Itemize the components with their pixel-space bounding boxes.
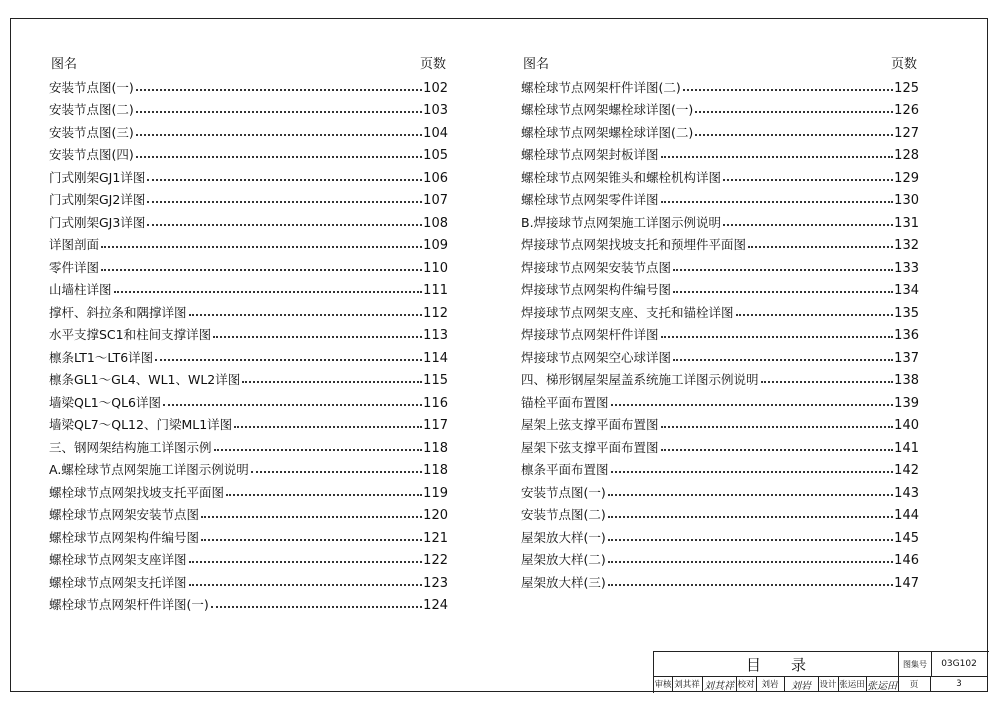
toc-left-column (49, 51, 448, 613)
dot-leader (695, 111, 893, 113)
toc-entry (49, 546, 448, 569)
entry-title: 檩条平面布置图 (521, 462, 609, 477)
atlas-number: 03G102 (941, 659, 977, 669)
dot-leader (201, 516, 422, 518)
entry-page: 121 (423, 530, 448, 546)
toc-entry (49, 366, 448, 389)
toc-entry (521, 73, 919, 96)
entry-title: 撑杆、斜拉条和隅撑详图 (49, 304, 187, 320)
toc-entry (49, 411, 448, 434)
toc-entry (521, 298, 919, 321)
entry-title: 安装节点图(一) (49, 79, 134, 95)
entry-title: 螺栓球节点网架杆件详图(二) (521, 79, 681, 95)
dot-leader (101, 246, 422, 248)
entry-page: 144 (894, 508, 919, 523)
entry-page: 138 (894, 373, 919, 388)
entry-title: 屋架放大样(三) (521, 574, 606, 590)
dot-leader (136, 134, 422, 136)
dot-leader (661, 201, 894, 203)
toc-entry (521, 411, 919, 434)
entry-page: 118 (423, 463, 448, 478)
atlas-label: 图集号 (898, 652, 932, 676)
entry-page: 147 (894, 575, 919, 591)
toc-entry (49, 186, 448, 209)
entry-page: 125 (894, 80, 919, 96)
toc-entry (49, 501, 448, 524)
designer-name: 张运田 (839, 680, 865, 690)
catalog-title: 目录 (745, 655, 836, 674)
toc-entry (49, 253, 448, 276)
entry-page: 139 (894, 395, 919, 411)
toc-entry (49, 523, 448, 546)
toc-entry (521, 546, 919, 569)
dot-leader (611, 471, 894, 473)
toc-entry (521, 118, 919, 141)
dot-leader (608, 494, 893, 496)
toc-entry (49, 118, 448, 141)
entry-title: 锚栓平面布置图 (521, 394, 609, 410)
review-label: 审核 (654, 680, 672, 690)
header-name: 图名 (51, 57, 78, 72)
entry-page: 133 (894, 260, 919, 276)
entry-title: 四、梯形钢屋架屋盖系统施工详图示例说明 (521, 372, 759, 387)
dot-leader (189, 561, 423, 563)
entry-title: 螺栓球节点网架安装节点图 (49, 507, 200, 522)
toc-entry (521, 321, 919, 344)
entry-page: 127 (894, 125, 919, 141)
toc-entry (49, 568, 448, 591)
entry-title: 水平支撑SC1和柱间支撑详图 (49, 327, 212, 342)
entry-page: 111 (423, 283, 448, 298)
entry-page: 143 (894, 485, 919, 501)
entry-title: 螺栓球节点网架杆件详图(一) (49, 597, 209, 612)
entry-title: 螺栓球节点网架锥头和螺栓机构详图 (521, 169, 722, 185)
entry-page: 131 (894, 215, 919, 231)
entry-page: 113 (423, 328, 448, 343)
dot-leader (673, 291, 893, 293)
entry-title: 焊接球节点网架构件编号图 (521, 282, 672, 297)
entry-title: 螺栓球节点网架零件详图 (521, 192, 659, 207)
reviewer-name: 刘其祥 (674, 680, 700, 690)
dot-leader (723, 224, 893, 226)
toc-entry (521, 366, 919, 389)
dot-leader (136, 89, 422, 91)
toc-entry (49, 276, 448, 299)
entry-page: 142 (894, 463, 919, 478)
dot-leader (189, 314, 423, 316)
toc-entry (521, 501, 919, 524)
toc-entry (49, 456, 448, 479)
dot-leader (242, 381, 422, 383)
entry-title: 焊接球节点网架支座、支托和锚栓详图 (521, 304, 734, 320)
toc-entry (521, 568, 919, 591)
designer-signature: 张运田 (867, 680, 897, 692)
dot-leader (147, 224, 422, 226)
toc-entry (521, 343, 919, 366)
entry-page: 123 (423, 575, 448, 591)
dot-leader (683, 89, 893, 91)
entry-page: 128 (894, 148, 919, 163)
toc-entry (521, 433, 919, 456)
entry-page: 112 (423, 305, 448, 321)
toc-entry (521, 208, 919, 231)
toc-entry (521, 231, 919, 254)
entry-page: 124 (423, 598, 448, 613)
entry-page: 115 (423, 373, 448, 388)
header-page: 页数 (419, 57, 446, 72)
dot-leader (213, 336, 422, 338)
toc-entry (49, 141, 448, 164)
toc-entry (521, 276, 919, 299)
entry-title: 屋架下弦支撑平面布置图 (521, 439, 659, 455)
entry-title: 螺栓球节点网架构件编号图 (49, 529, 200, 545)
dot-leader (214, 449, 423, 451)
entry-title: 门式刚架GJ1详图 (49, 169, 146, 185)
entry-title: 檩条GL1～GL4、WL1、WL2详图 (49, 372, 241, 387)
entry-page: 129 (894, 170, 919, 186)
entry-page: 107 (423, 193, 448, 208)
dot-leader (226, 494, 422, 496)
entry-title: 螺栓球节点网架封板详图 (521, 147, 659, 162)
dot-leader (673, 269, 893, 271)
entry-page: 130 (894, 193, 919, 208)
entry-title: 焊接球节点网架找坡支托和预埋件平面图 (521, 237, 747, 252)
dot-leader (695, 134, 893, 136)
toc-entry (521, 96, 919, 119)
toc-entry (49, 343, 448, 366)
entry-page: 108 (423, 215, 448, 231)
entry-title: 安装节点图(四) (49, 147, 134, 162)
check-label: 校对 (737, 680, 755, 690)
entry-page: 117 (423, 418, 448, 433)
toc-entry (49, 298, 448, 321)
toc-entry (49, 388, 448, 411)
dot-leader (661, 156, 894, 158)
title-block (653, 651, 989, 693)
entry-page: 120 (423, 508, 448, 523)
toc-right-column (521, 51, 919, 591)
entry-title: 螺栓球节点网架支座详图 (49, 552, 187, 567)
entry-title: 墙梁QL1～QL6详图 (49, 394, 162, 410)
entry-title: 焊接球节点网架空心球详图 (521, 349, 672, 365)
dot-leader (608, 584, 893, 586)
toc-entry (521, 478, 919, 501)
dot-leader (147, 201, 422, 203)
entry-page: 132 (894, 238, 919, 253)
page-number: 3 (956, 679, 962, 689)
entry-title: 屋架放大样(一) (521, 529, 606, 545)
dot-leader (251, 471, 422, 473)
entry-title: 屋架上弦支撑平面布置图 (521, 417, 659, 432)
toc-entry (521, 456, 919, 479)
dot-leader (723, 179, 893, 181)
toc-entry (521, 523, 919, 546)
toc-entry (49, 231, 448, 254)
entry-page: 136 (894, 328, 919, 343)
entry-title: A.螺栓球节点网架施工详图示例说明 (49, 462, 249, 477)
reviewer-signature: 刘其祥 (704, 680, 734, 692)
dot-leader (608, 516, 893, 518)
dot-leader (608, 561, 893, 563)
entry-title: 山墙柱详图 (49, 282, 112, 297)
entry-title: 安装节点图(二) (49, 102, 134, 117)
dot-leader (201, 539, 422, 541)
entry-page: 102 (423, 80, 448, 96)
entry-page: 109 (423, 238, 448, 253)
dot-leader (761, 381, 894, 383)
dot-leader (736, 314, 894, 316)
entry-page: 137 (894, 350, 919, 366)
dot-leader (608, 539, 893, 541)
dot-leader (136, 111, 422, 113)
entry-page: 145 (894, 530, 919, 546)
entry-title: 螺栓球节点网架螺栓球详图(二) (521, 124, 694, 140)
dot-leader (673, 359, 893, 361)
entry-page: 105 (423, 148, 448, 163)
header-name: 图名 (523, 57, 550, 72)
entry-title: 安装节点图(三) (49, 124, 134, 140)
entry-page: 119 (423, 485, 448, 501)
dot-leader (163, 404, 422, 406)
toc-entry (49, 478, 448, 501)
toc-header (521, 51, 919, 73)
entry-title: 焊接球节点网架安装节点图 (521, 259, 672, 275)
toc-entry (521, 388, 919, 411)
dot-leader (147, 179, 422, 181)
entry-title: 焊接球节点网架杆件详图 (521, 327, 659, 342)
dot-leader (101, 269, 422, 271)
toc-entry (521, 253, 919, 276)
entry-title: 零件详图 (49, 259, 100, 275)
dot-leader (611, 404, 894, 406)
entry-page: 141 (894, 440, 919, 456)
dot-leader (661, 336, 894, 338)
toc-entry (49, 433, 448, 456)
entry-title: 门式刚架GJ3详图 (49, 214, 146, 230)
dot-leader (211, 606, 422, 608)
dot-leader (748, 246, 893, 248)
entry-title: 安装节点图(一) (521, 484, 606, 500)
page-label: 页 (909, 680, 919, 690)
entry-page: 110 (423, 260, 448, 276)
checker-name: 刘岩 (761, 680, 779, 690)
entry-page: 103 (423, 103, 448, 118)
toc-entry (49, 96, 448, 119)
entry-title: 门式刚架GJ2详图 (49, 192, 146, 207)
entry-page: 116 (423, 395, 448, 411)
toc-entry (49, 208, 448, 231)
checker-signature: 刘岩 (791, 680, 811, 692)
entry-page: 126 (894, 103, 919, 118)
entry-title: 螺栓球节点网架螺栓球详图(一) (521, 102, 694, 117)
entry-page: 146 (894, 553, 919, 568)
dot-leader (155, 359, 422, 361)
entry-page: 140 (894, 418, 919, 433)
entry-page: 114 (423, 350, 448, 366)
toc-entry (49, 591, 448, 614)
entry-page: 122 (423, 553, 448, 568)
toc-entry (49, 163, 448, 186)
entry-title: 安装节点图(二) (521, 507, 606, 522)
dot-leader (136, 156, 422, 158)
dot-leader (661, 449, 894, 451)
entry-page: 134 (894, 283, 919, 298)
entry-title: 螺栓球节点网架找坡支托平面图 (49, 484, 225, 500)
toc-entry (521, 186, 919, 209)
toc-entry (49, 73, 448, 96)
dot-leader (189, 584, 423, 586)
header-page: 页数 (890, 57, 917, 72)
entry-title: 屋架放大样(二) (521, 552, 606, 567)
entry-page: 118 (423, 440, 448, 456)
toc-entry (521, 141, 919, 164)
entry-title: 三、钢网架结构施工详图示例 (49, 439, 212, 455)
entry-title: 详图剖面 (49, 237, 100, 252)
dot-leader (661, 426, 894, 428)
toc-header (49, 51, 448, 73)
entry-page: 106 (423, 170, 448, 186)
entry-title: 檩条LT1～LT6详图 (49, 349, 154, 365)
toc-entry (49, 321, 448, 344)
toc-entry (521, 163, 919, 186)
entry-title: 墙梁QL7～QL12、门梁ML1详图 (49, 417, 233, 432)
dot-leader (114, 291, 423, 293)
design-label: 设计 (819, 680, 837, 690)
entry-page: 104 (423, 125, 448, 141)
entry-title: 螺栓球节点网架支托详图 (49, 574, 187, 590)
dot-leader (234, 426, 422, 428)
entry-title: B.焊接球节点网架施工详图示例说明 (521, 214, 722, 230)
entry-page: 135 (894, 305, 919, 321)
